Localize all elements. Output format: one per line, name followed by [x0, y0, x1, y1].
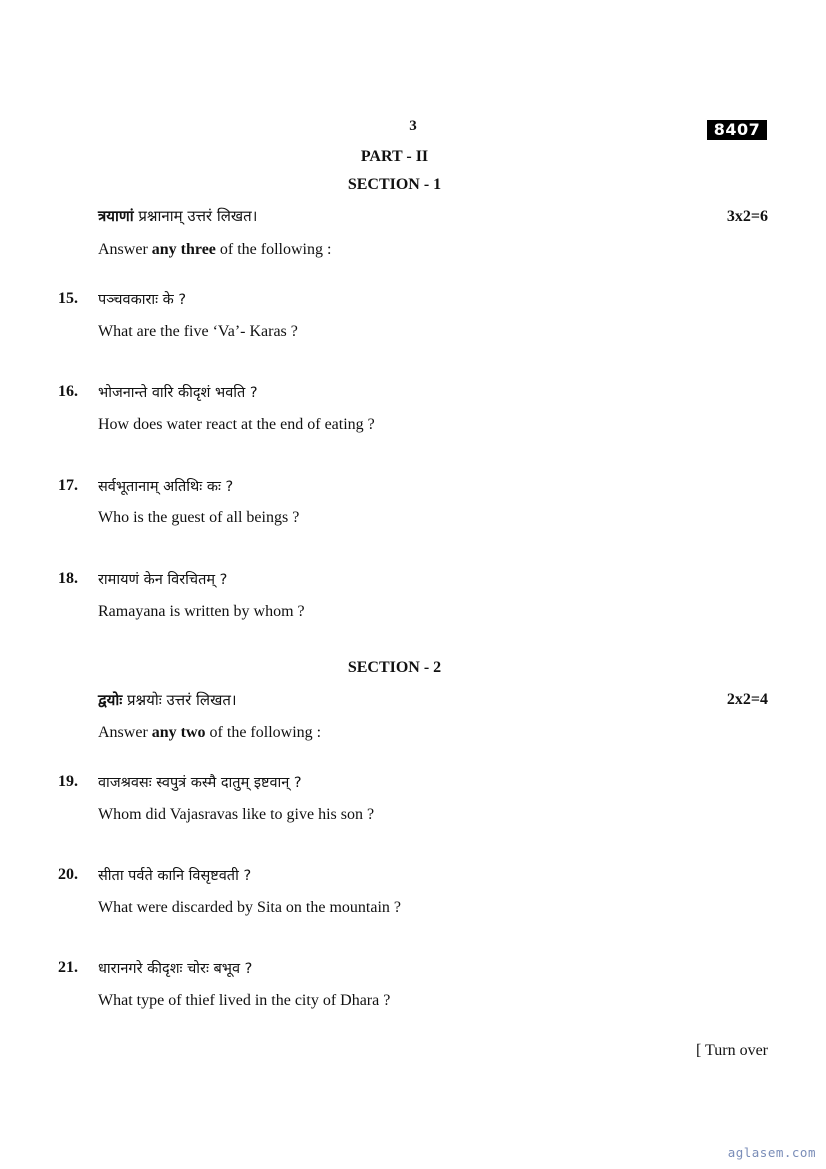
page-number: 3 [409, 118, 417, 134]
question-number: 21. [58, 959, 78, 976]
part-title: PART - II [360, 148, 429, 165]
question-english: How does water react at the end of eating ? [98, 416, 375, 433]
question-english: What were discarded by Sita on the mountain ? [98, 899, 402, 916]
question-number: 18. [58, 570, 78, 587]
question-number: 16. [58, 383, 78, 400]
instruction-rest: प्रश्नानाम् उत्तरं लिखत। [133, 207, 258, 225]
question-sanskrit: रामायणं केन विरचितम् ? [98, 572, 228, 588]
question-english: What are the five ‘Va’- Karas ? [98, 323, 298, 340]
watermark: aglasem.com [727, 1145, 816, 1160]
instruction-rest: प्रश्नयोः उत्तरं लिखत। [122, 691, 237, 709]
section-1-instruction-sanskrit [98, 206, 257, 226]
instruction-pre: Answer [98, 724, 152, 741]
instruction-bold: any two [151, 724, 206, 741]
question-english: What type of thief lived in the city of Dhara ? [98, 992, 391, 1009]
instruction-pre: Answer [98, 241, 152, 258]
question-number: 20. [58, 866, 78, 883]
section-2-marks: 2x2=4 [726, 691, 768, 708]
question-sanskrit: सीता पर्वते कानि विसृष्टवती ? [98, 868, 252, 884]
paper-code-badge: 8407 [707, 120, 767, 140]
question-number: 17. [58, 477, 78, 494]
instruction-post: of the following : [215, 241, 332, 258]
question-sanskrit: धारानगरे कीदृशः चोरः बभूव ? [98, 961, 253, 977]
section-2-title: SECTION - 2 [347, 659, 442, 676]
question-number: 15. [58, 290, 78, 307]
instruction-bold-word: द्वयोः [98, 691, 123, 709]
section-1-instruction-english [98, 241, 331, 259]
question-sanskrit: पञ्चवकाराः के ? [98, 292, 187, 308]
question-english: Ramayana is written by whom ? [98, 603, 305, 620]
question-english: Whom did Vajasravas like to give his son ? [98, 806, 375, 823]
section-2-instruction-english [98, 724, 321, 742]
instruction-post: of the following : [205, 724, 322, 741]
question-english: Who is the guest of all beings ? [98, 509, 300, 526]
turn-over-note: [ Turn over [695, 1042, 768, 1059]
instruction-bold: any three [151, 241, 216, 258]
section-1-marks: 3x2=6 [726, 208, 768, 225]
section-1-title: SECTION - 1 [347, 176, 442, 193]
question-sanskrit: वाजश्रवसः स्वपुत्रं कस्मै दातुम् इष्टवान् ? [98, 775, 302, 791]
question-sanskrit: भोजनान्ते वारि कीदृशं भवति ? [98, 385, 258, 401]
instruction-bold-word: त्रयाणां [98, 207, 134, 225]
section-2-instruction-sanskrit [98, 690, 237, 710]
question-sanskrit: सर्वभूतानाम् अतिथिः कः ? [98, 479, 234, 495]
question-number: 19. [58, 773, 78, 790]
